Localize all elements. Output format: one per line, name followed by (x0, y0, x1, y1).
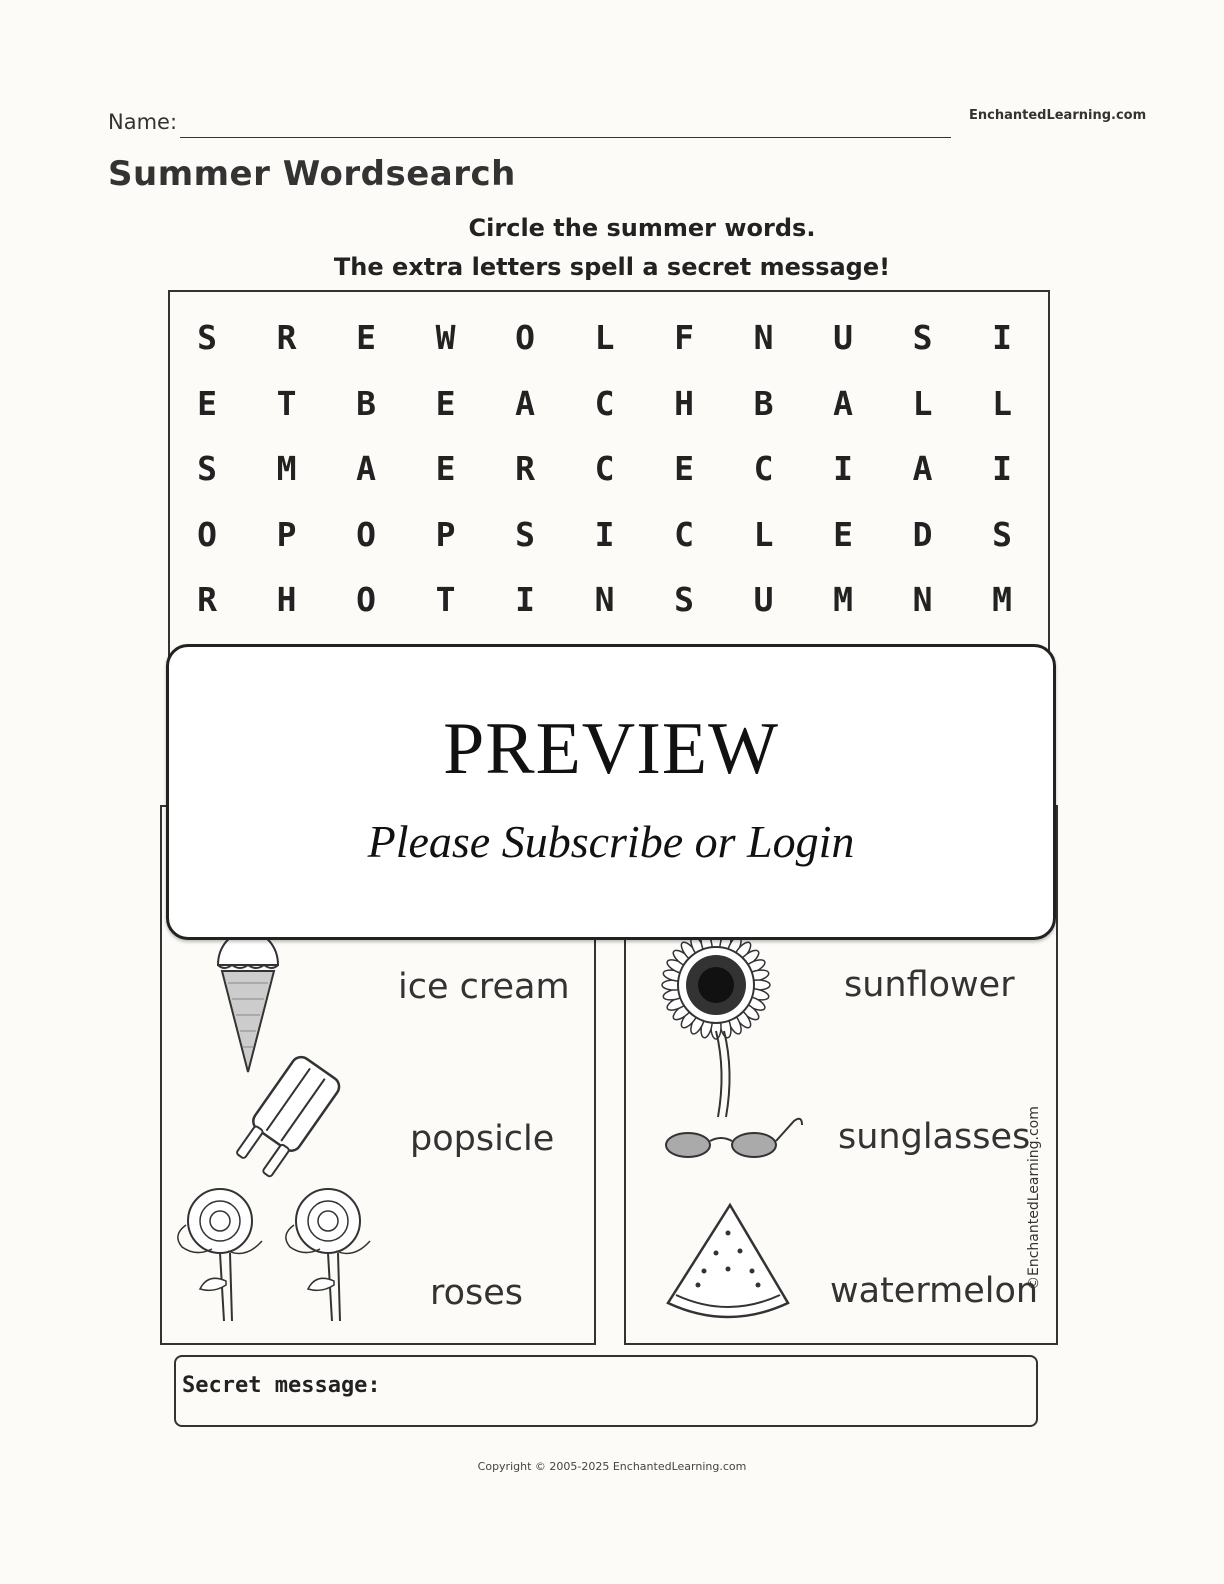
grid-letter[interactable]: C (594, 449, 615, 488)
word-roses: roses (430, 1273, 524, 1313)
grid-letter[interactable]: M (833, 580, 853, 619)
grid-letter[interactable]: B (356, 383, 376, 423)
grid-letter[interactable]: P (276, 514, 297, 554)
grid-letter[interactable]: E (356, 318, 376, 357)
grid-letter[interactable]: M (992, 580, 1012, 619)
grid-letter[interactable]: H (276, 580, 297, 619)
grid-letter[interactable]: T (435, 580, 456, 619)
grid-letter[interactable]: I (594, 514, 615, 554)
grid-letter[interactable]: E (435, 449, 456, 488)
grid-letter[interactable]: H (674, 383, 694, 423)
grid-letter[interactable]: E (674, 449, 694, 488)
grid-letter[interactable]: I (992, 449, 1012, 488)
grid-letter[interactable]: R (197, 580, 217, 619)
roses-icon (166, 1185, 388, 1325)
popsicle-icon (222, 1052, 352, 1182)
grid-letter[interactable]: I (992, 318, 1012, 357)
grid-letter[interactable]: W (435, 318, 456, 357)
watermark-text: ©EnchantedLearning.com (1026, 1106, 1042, 1290)
grid-letter[interactable]: T (276, 383, 297, 423)
grid-letter[interactable]: A (356, 449, 376, 488)
sunglasses-icon (662, 1107, 812, 1167)
secret-message-box[interactable] (174, 1355, 1038, 1427)
grid-letter[interactable]: P (435, 514, 456, 554)
grid-letter[interactable]: C (674, 514, 694, 554)
grid-letter[interactable]: A (833, 383, 853, 423)
secret-message-label: Secret message: (182, 1373, 381, 1398)
page-title: Summer Wordsearch (108, 154, 516, 194)
grid-letter[interactable]: A (515, 383, 535, 423)
grid-letter[interactable]: L (753, 514, 774, 554)
grid-letter[interactable]: U (753, 580, 774, 619)
grid-letter[interactable]: N (912, 580, 933, 619)
grid-letter[interactable]: O (356, 514, 376, 554)
grid-letter[interactable]: B (753, 383, 774, 423)
grid-letter[interactable]: S (515, 514, 535, 554)
sunflower-icon (660, 931, 776, 1121)
grid-letter[interactable]: N (753, 318, 774, 357)
grid-letter[interactable]: R (515, 449, 535, 488)
grid-letter[interactable]: S (674, 580, 694, 619)
grid-letter[interactable]: L (992, 383, 1012, 423)
watermelon-icon (658, 1199, 798, 1329)
grid-letter[interactable]: O (515, 318, 535, 357)
grid-letter[interactable]: O (197, 514, 217, 554)
preview-title: PREVIEW (443, 708, 779, 790)
grid-letter[interactable]: E (435, 383, 456, 423)
grid-letter[interactable]: S (912, 318, 933, 357)
grid-letter[interactable]: D (912, 514, 933, 554)
grid-letter[interactable]: A (912, 449, 933, 488)
grid-letter[interactable]: R (276, 318, 297, 357)
grid-letter[interactable]: I (515, 580, 535, 619)
site-logo[interactable]: EnchantedLearning.com (969, 108, 1147, 123)
grid-letter[interactable]: O (356, 580, 376, 619)
grid-letter[interactable]: U (833, 318, 853, 357)
grid-letter[interactable]: E (833, 514, 853, 554)
preview-overlay[interactable] (166, 644, 1056, 940)
grid-letter[interactable]: C (594, 383, 615, 423)
grid-letter[interactable]: S (992, 514, 1012, 554)
word-watermelon: watermelon (830, 1271, 1039, 1311)
instruction-line-2: The extra letters spell a secret message! (333, 253, 891, 281)
copyright-footer: Copyright © 2005-2025 EnchantedLearning.com (477, 1460, 747, 1473)
grid-letter[interactable]: S (197, 449, 217, 488)
grid-letter[interactable]: F (674, 318, 694, 357)
grid-letter[interactable]: I (833, 449, 853, 488)
instruction-line-1: Circle the summer words. (468, 214, 816, 242)
grid-letter[interactable]: L (594, 318, 615, 357)
grid-letter[interactable]: L (912, 383, 933, 423)
grid-letter[interactable]: E (197, 383, 217, 423)
word-popsicle: popsicle (410, 1119, 555, 1159)
name-input-line[interactable] (180, 137, 951, 138)
name-label: Name: (108, 110, 178, 134)
grid-letter[interactable]: M (276, 449, 297, 488)
subscribe-login-link[interactable]: Please Subscribe or Login (367, 816, 855, 867)
word-sunflower: sunflower (844, 965, 1015, 1005)
grid-letter[interactable]: C (753, 449, 774, 488)
word-ice-cream: ice cream (398, 967, 570, 1007)
grid-letter[interactable]: N (594, 580, 615, 619)
word-sunglasses: sunglasses (838, 1117, 1031, 1157)
grid-letter[interactable]: S (197, 318, 217, 357)
